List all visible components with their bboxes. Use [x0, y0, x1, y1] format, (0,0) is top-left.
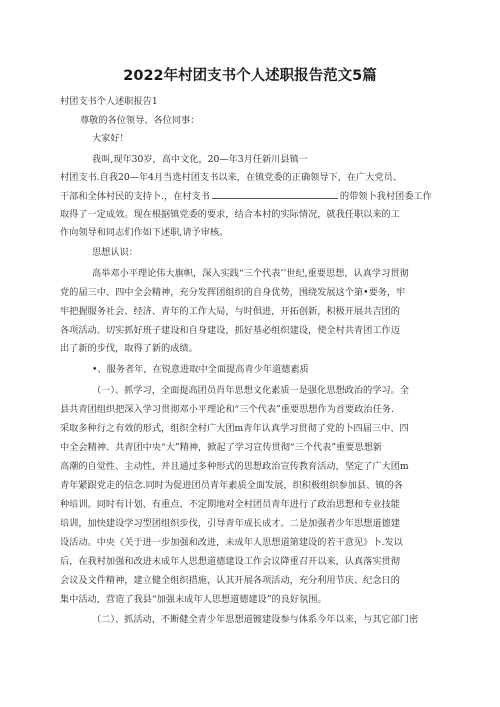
paragraph-line: 取得了一定成效。现在根据镇党委的要求，结合本村的实际情况，就我任职以来的工 — [60, 209, 400, 220]
fill-in-blank — [212, 190, 338, 199]
paragraph-line: 我叫,现年30岁，高中文化，20—年3月任新川县镇一 — [92, 154, 308, 165]
paragraph-line: 集中活动，营造了我县“加强未成年人思想道德建设”的良好氛围。 — [60, 594, 327, 605]
paragraph-line: 党的届三中、四中全会精神，充分发挥团组织的自身优势，围绕发展这个第•要务，牢 — [60, 287, 406, 298]
paragraph-fragment: 干部和全体村民的支持卜.，在村支书 — [60, 191, 210, 202]
salutation-line: 尊敬的各位领导、各位同事： — [80, 115, 200, 126]
paragraph-line: 牢把握服务社会、经济、青年的工作大局，与时俱进，开拓创新，积极开展共吉团的 — [60, 306, 400, 317]
document-title: 2022年村团支书个人述职报告范文5篇 — [123, 68, 377, 84]
paragraph-line: （一）、抓学习，全面提高团员肖年思想文化素质一是强化思想政治的学习。全 — [92, 385, 409, 396]
paragraph-line-with-blank — [60, 190, 432, 203]
paragraph-line: （二）、抓活动，不断健全青少年思想道镀建设参与体系今年以来，与其它部门密 — [92, 614, 419, 625]
paragraph-line: 出了新的步伐，取得了新的成绩。 — [60, 343, 198, 354]
paragraph-line: 县共青团组织把深入学习贯彻邓小平理论和“三个代表”重要思想作为首要政治任务. — [60, 404, 394, 415]
paragraph-line: 村团支书.自我20—年4月当选村团支书以来，在镇党委的正确领导下，在广大党员、 — [60, 172, 403, 183]
paragraph-line: 中全会精神、共青团中央“大”精神，掀起了学习宣传贯彻“三个代表”重要思想新 — [60, 442, 382, 453]
paragraph-line: 各项活动。切实抓好班子建设和自身建设，抓好基必组织建设，使全村共青团工作迈 — [60, 325, 400, 336]
paragraph-line: 设活动。中央《关于进一步加强和改进，未成年人思想道第建设的若干意见》卜.发以 — [60, 537, 403, 548]
paragraph-line: 培训，加快建设学习型团组织步伐，引导青年成长成才。二是加强者少年思想道德建 — [60, 518, 400, 529]
greeting-line: 大家好！ — [92, 133, 129, 144]
paragraph-line: 后，在我村加强和改进未成年人思想道德建设工作会议降重召开以来，认真落实贯彻 — [60, 556, 400, 567]
paragraph-line: 作向领导和同志们作如下述职,请予审核。 — [60, 227, 229, 238]
paragraph-line: 青年紧跟党走的信念.同时为促进团员青年素质全面发展，织积极组织参加县、镇的各 — [60, 480, 403, 491]
section-heading-1: •、服务者年，在锐意进取中全面提高青少年道德素质 — [92, 364, 309, 375]
paragraph-line: 种培训。同时有计划、有重点、不定期地对全村团员青年进行了政治思想和专业技能 — [60, 499, 400, 510]
paragraph-line: 会议及文件精神，建立健全组织措施，认其开展各项活动，充分利用节庆、纪念日的 — [60, 575, 400, 586]
section-heading-report-1: 村团支书个人述职报告1 — [60, 96, 158, 107]
subheading-thinking: 思想认识： — [92, 247, 138, 258]
paragraph-line: 采取多种行之有效的形式，组织全村广大团m青年认真学习贯彻了党的卜四届三中、四 — [60, 423, 409, 434]
paragraph-line: 高举邓小平理论伟大旗帜，深入实践“三个代表’’世纪,重要思想，认真学习贯彻 — [92, 268, 409, 279]
paragraph-line: 高潮的自觉性、主动性，并且通过多种形式的思想政治宣传教育活动，坚定了广大团m — [60, 461, 409, 472]
paragraph-fragment: 的带领卜我村团委工作 — [339, 191, 432, 202]
